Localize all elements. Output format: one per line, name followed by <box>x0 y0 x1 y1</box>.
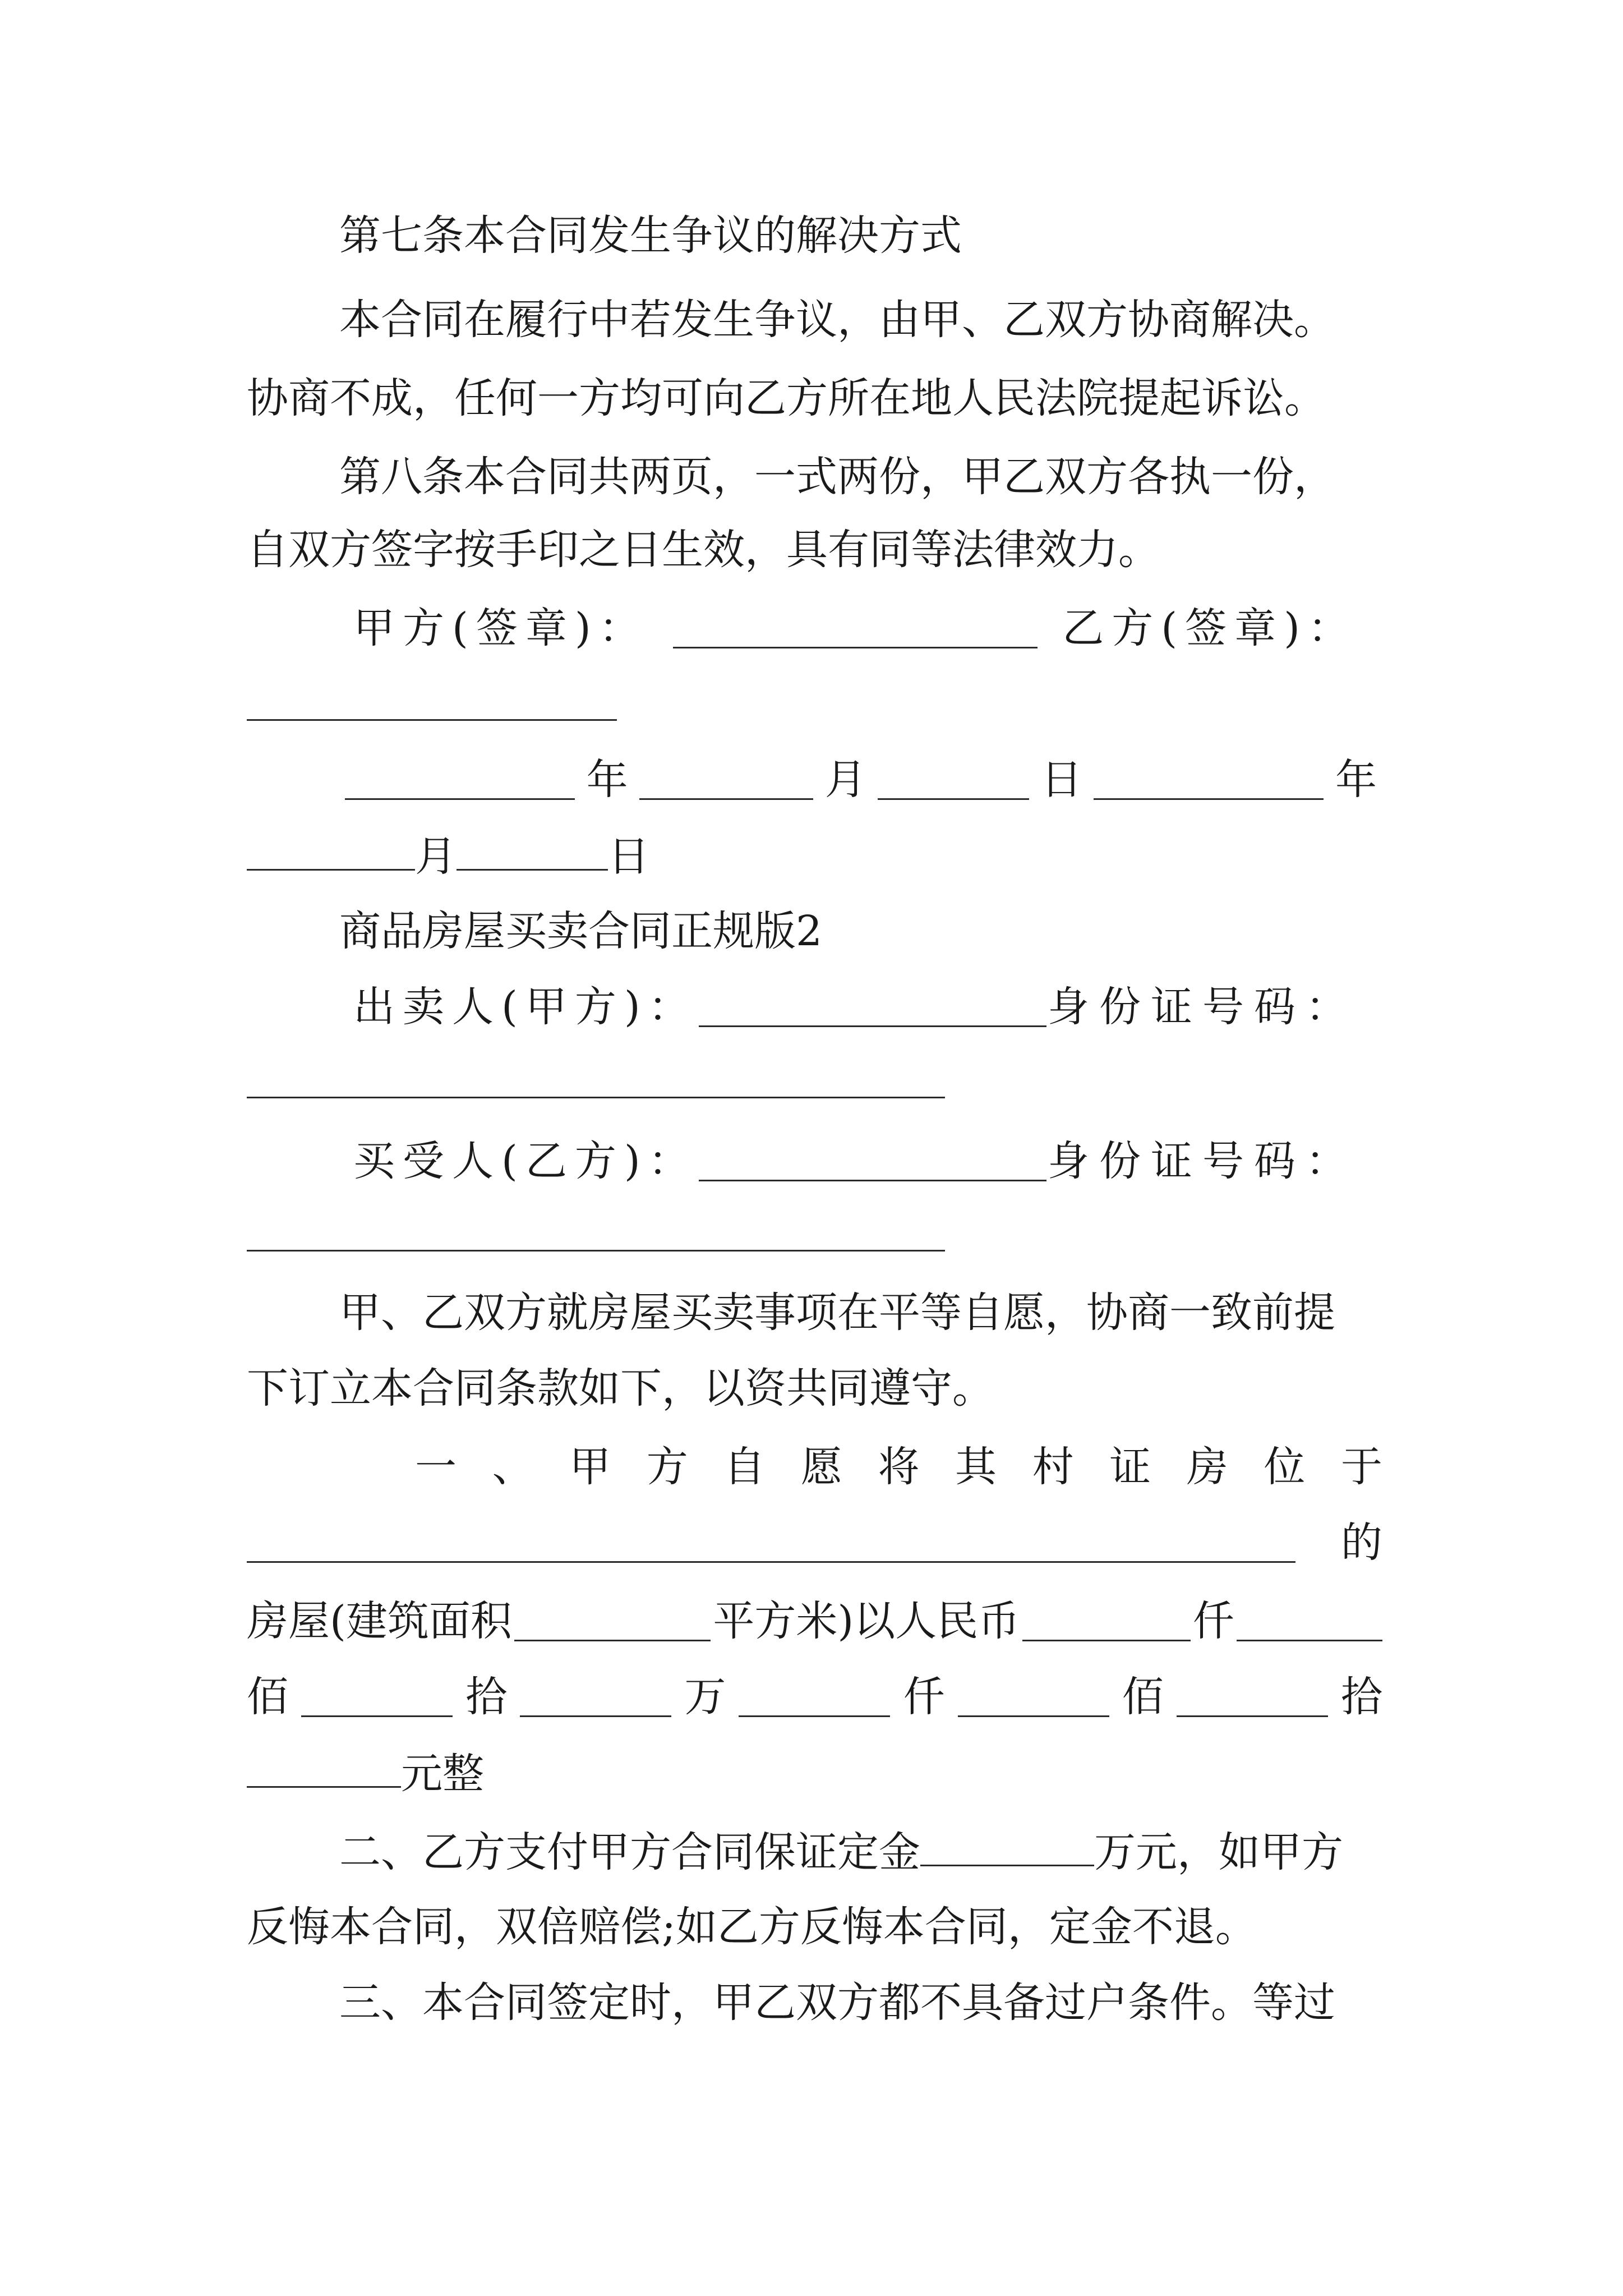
article8-line1: 第八条本合同共两页，一式两份，甲乙双方各执一份， <box>339 453 1335 501</box>
de-label: 的 <box>1341 1519 1382 1567</box>
article8-line2: 自双方签字按手印之日生效，具有同等法律效力。 <box>247 526 1160 574</box>
deposit-label: 二、乙方支付甲方合同保证定金 <box>339 1828 920 1876</box>
buyer-id-label: 身份证号码： <box>1048 1137 1357 1185</box>
day-label: 日 <box>1040 756 1082 804</box>
bai-label: 佰 <box>247 1673 288 1721</box>
party-b-year-blank[interactable] <box>1094 758 1324 800</box>
clause1-line2 <box>247 1515 1382 1571</box>
clause1-char: 村 <box>1032 1443 1074 1491</box>
clause2-line2: 反悔本合同，双倍赔偿;如乙方反悔本合同，定金不退。 <box>247 1903 1257 1951</box>
price-qian-wan-blank[interactable] <box>1022 1599 1191 1641</box>
clause1-char: 愿 <box>800 1443 842 1491</box>
clause1-line3 <box>247 1593 1382 1649</box>
buyer-row <box>353 1133 1357 1189</box>
clause1-line4 <box>247 1669 1382 1725</box>
clause1-char: 将 <box>878 1443 920 1491</box>
price-bai-wan-blank[interactable] <box>1237 1599 1382 1641</box>
shi-label: 拾 <box>1340 1673 1382 1721</box>
party-b-day-blank[interactable] <box>457 827 608 871</box>
price-shi-wan-blank[interactable] <box>301 1675 453 1717</box>
clause1-line5 <box>247 1745 484 1802</box>
date-row-2 <box>247 827 649 885</box>
month-label: 月 <box>824 756 866 804</box>
seller-id-label: 身份证号码： <box>1048 983 1357 1031</box>
party-a-sign-blank[interactable] <box>673 606 1038 648</box>
party-a-sign-label: 甲方(签章)： <box>353 604 648 652</box>
buyer-id-blank[interactable] <box>247 1250 945 1251</box>
qian-label: 仟 <box>1192 1597 1234 1645</box>
party-a-month-blank[interactable] <box>639 758 813 800</box>
intro-line1: 甲、乙双方就房屋买卖事项在平等自愿，协商一致前提 <box>339 1289 1335 1337</box>
article7-line1: 本合同在履行中若发生争议，由甲、乙双方协商解决。 <box>339 296 1335 344</box>
party-b-month-blank[interactable] <box>247 827 415 871</box>
clause1-char: 一 <box>415 1443 457 1491</box>
seller-name-blank[interactable] <box>699 985 1046 1027</box>
month-label: 月 <box>415 832 457 881</box>
area-blank[interactable] <box>514 1599 711 1641</box>
wan-label: 万 <box>684 1673 726 1721</box>
year-label: 年 <box>586 756 628 804</box>
buyer-label: 买受人(乙方)： <box>353 1137 698 1185</box>
clause1-char: 自 <box>723 1443 766 1491</box>
deposit-blank[interactable] <box>920 1823 1094 1866</box>
price-bai-blank[interactable] <box>958 1675 1109 1717</box>
signature-row <box>353 600 1357 656</box>
clause1-char: 其 <box>955 1443 997 1491</box>
yuanzheng-label: 元整 <box>401 1750 484 1798</box>
clause1-char: 、 <box>492 1443 534 1491</box>
party-b-sign-label: 乙方(签章)： <box>1062 604 1357 652</box>
buyer-name-blank[interactable] <box>699 1139 1046 1181</box>
party-b-sign-blank[interactable] <box>247 719 617 721</box>
clause1-char: 于 <box>1340 1443 1382 1491</box>
house-location-blank[interactable] <box>247 1521 1295 1563</box>
sqm-label: 平方米)以人民币 <box>713 1597 1020 1645</box>
price-wan-blank[interactable] <box>520 1675 671 1717</box>
contract2-title: 商品房屋买卖合同正规版2 <box>339 907 823 955</box>
year-label: 年 <box>1335 756 1377 804</box>
clause1-char: 位 <box>1264 1443 1306 1491</box>
clause1-line1 <box>415 1439 1382 1495</box>
seller-label: 出卖人(甲方)： <box>353 983 698 1031</box>
article7-line2: 协商不成，任何一方均可向乙方所在地人民法院提起诉讼。 <box>247 374 1326 422</box>
house-area-label: 房屋(建筑面积 <box>247 1597 512 1645</box>
clause1-char: 房 <box>1186 1443 1228 1491</box>
price-shi-blank[interactable] <box>1177 1675 1328 1717</box>
price-yuan-blank[interactable] <box>247 1745 401 1788</box>
qian-label: 仟 <box>903 1673 945 1721</box>
seller-id-blank[interactable] <box>247 1097 945 1098</box>
price-qian-blank[interactable] <box>739 1675 890 1717</box>
shi-label: 拾 <box>465 1673 508 1721</box>
day-label: 日 <box>608 832 649 881</box>
clause1-char: 方 <box>646 1443 688 1491</box>
clause1-char: 甲 <box>569 1443 611 1491</box>
date-row-1 <box>345 752 1377 808</box>
clause1-char: 证 <box>1109 1443 1151 1491</box>
bai-label: 佰 <box>1122 1673 1164 1721</box>
party-a-year-blank[interactable] <box>345 758 575 800</box>
intro-line2: 下订立本合同条款如下，以资共同遵守。 <box>247 1364 994 1412</box>
party-a-day-blank[interactable] <box>878 758 1029 800</box>
article7-heading: 第七条本合同发生争议的解决方式 <box>339 211 962 260</box>
seller-row <box>353 979 1357 1035</box>
deposit-unit-label: 万元，如甲方 <box>1094 1828 1343 1876</box>
clause3-line1: 三、本合同签定时，甲乙双方都不具备过户条件。等过 <box>339 1978 1335 2027</box>
clause2-line1 <box>339 1823 1343 1880</box>
